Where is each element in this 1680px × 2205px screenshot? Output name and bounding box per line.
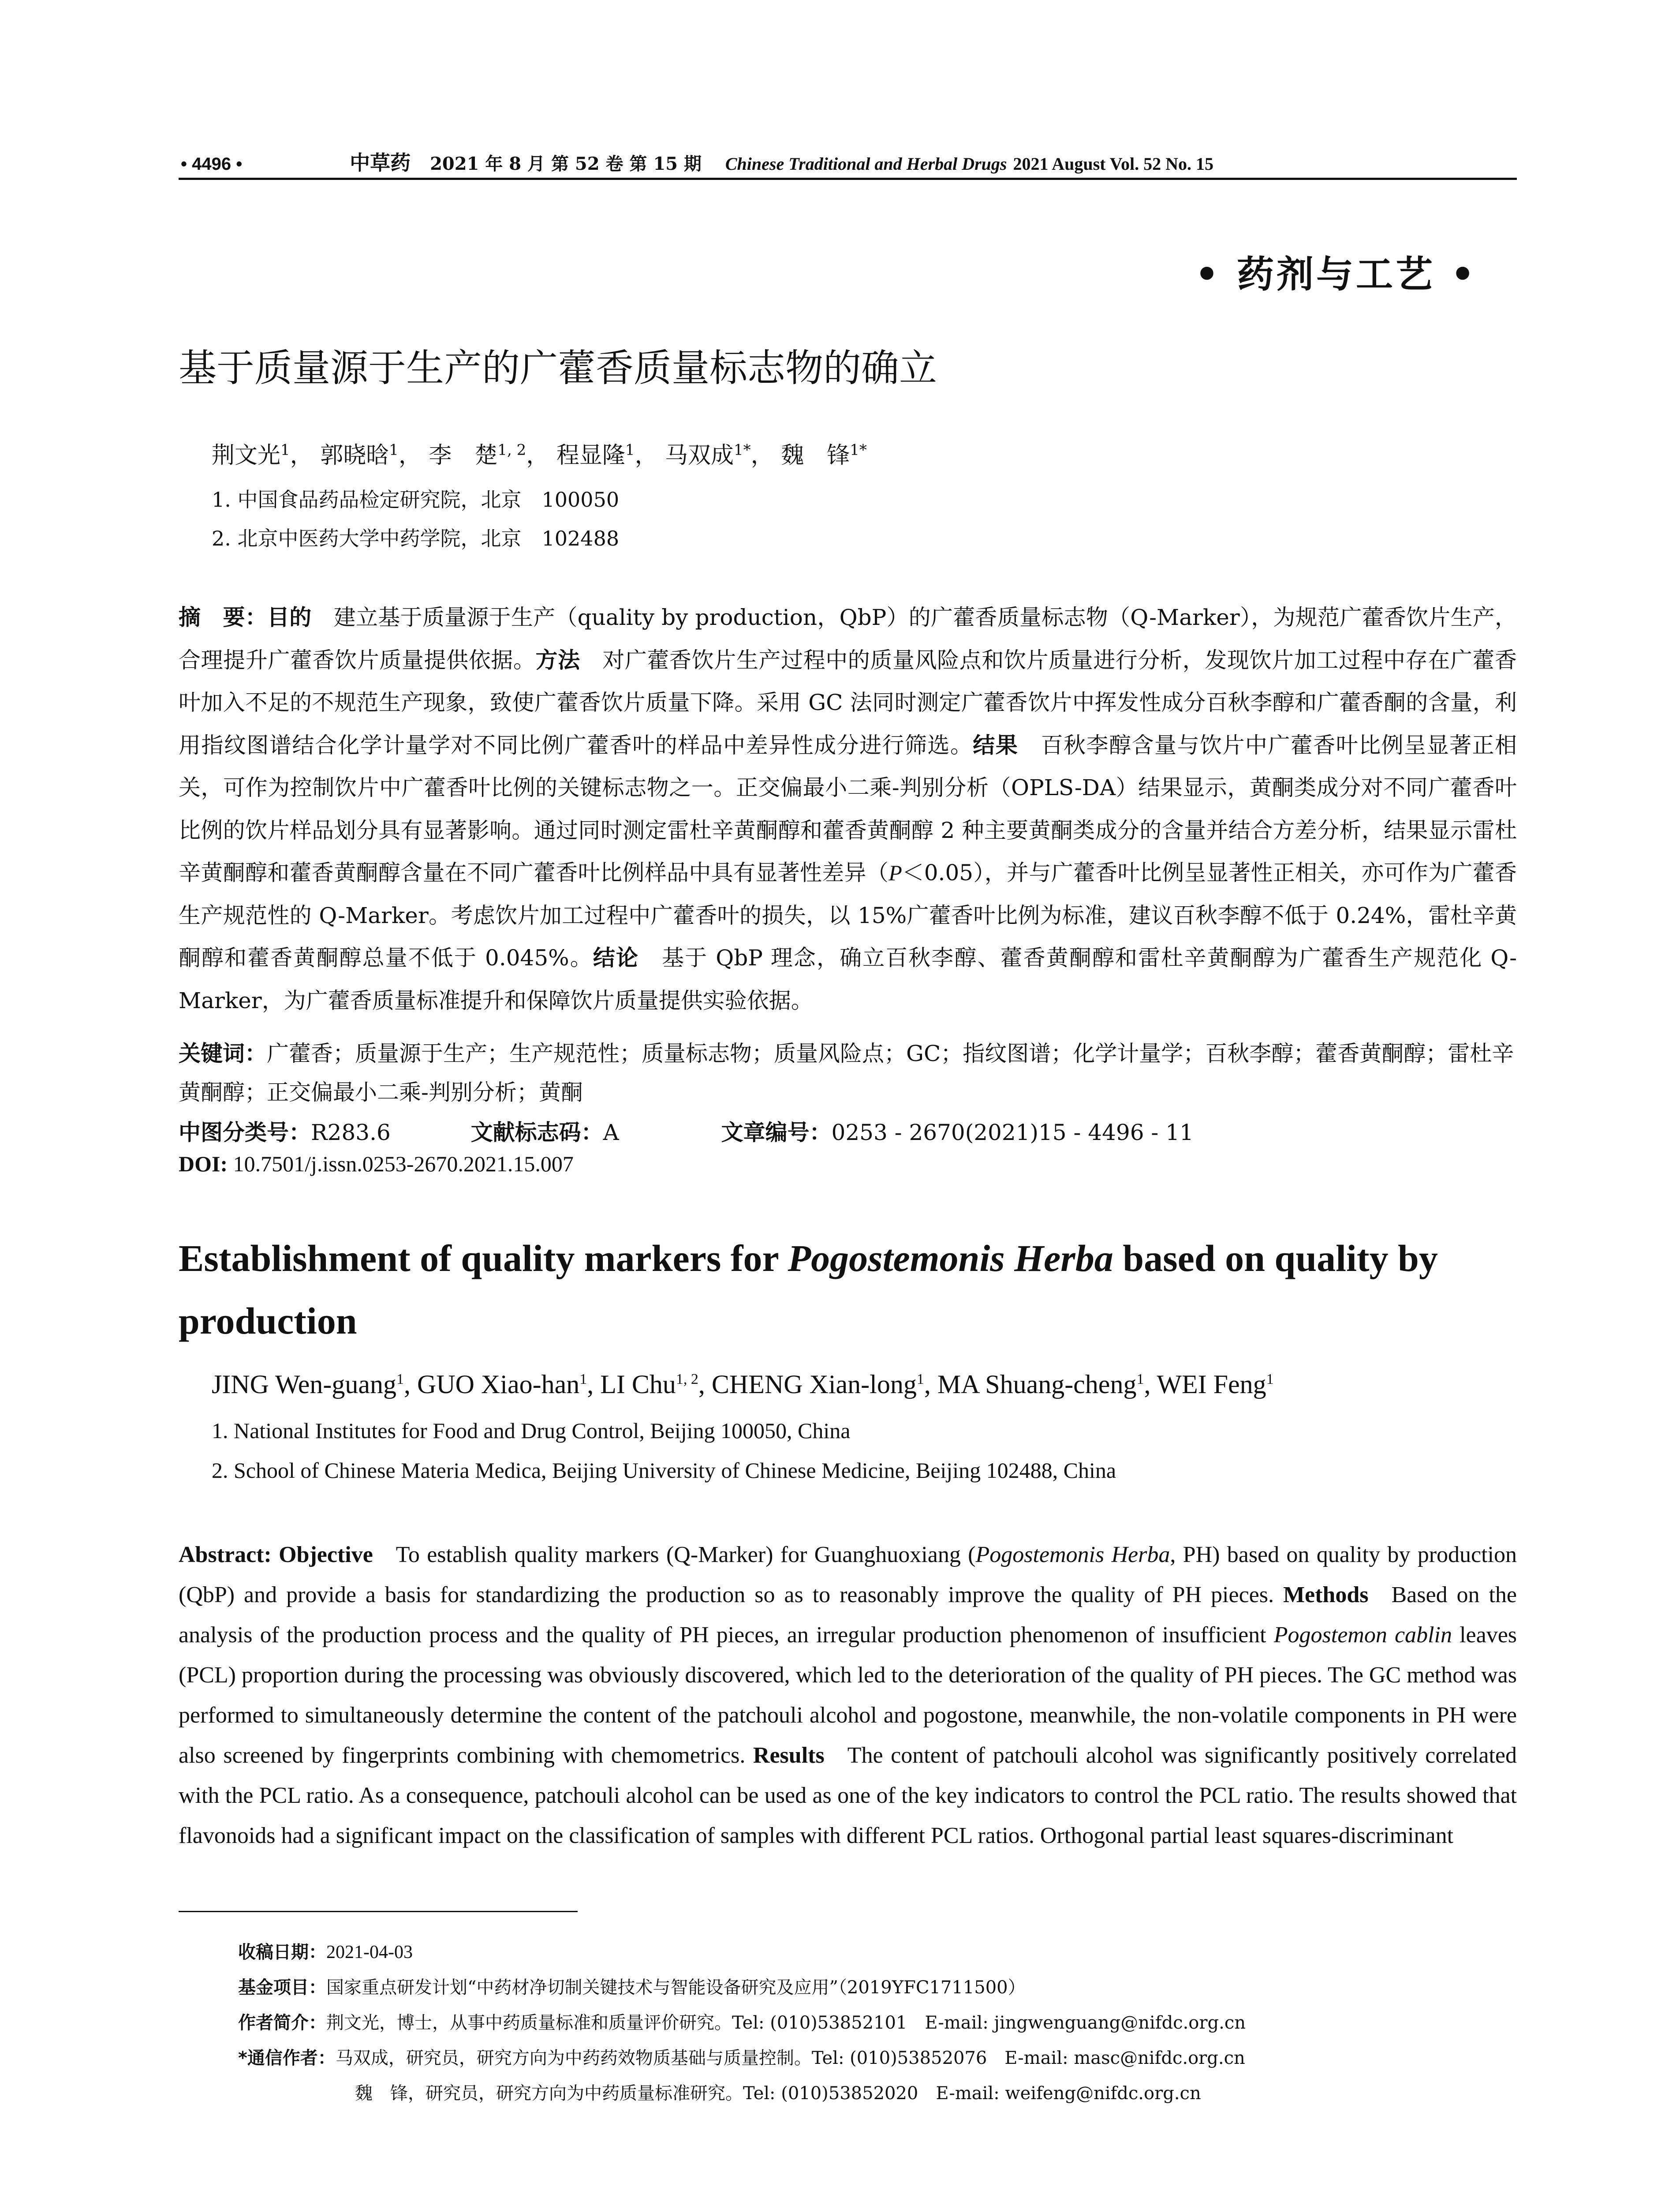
author-name: 马双成 [665, 442, 734, 469]
author-name: 荆文光 [212, 442, 281, 469]
author-name: LI Chu [600, 1370, 676, 1399]
journal-name-cn: 中草药 [350, 151, 411, 175]
methods-en-text-cont: leaves (PCL) proportion during the processing was obviously discovered, which led to the deterioration of the quality of PH pieces. The GC method was performed to simultaneously determine the content of the patchouli alcohol and pogostone, meanwhile, the non-volatile components in PH were also screened by fingerprints combining with chemometrics. [179, 1622, 1517, 1768]
author-name: 郭晓晗 [320, 442, 389, 469]
page-number: • 4496 • [181, 154, 243, 174]
keywords-cn [179, 1034, 1517, 1112]
author-affiliation-mark: 1 [389, 441, 399, 459]
latin-name: Pogostemonis Herba [975, 1542, 1170, 1567]
author-affiliation-mark: 1 [280, 441, 290, 459]
keywords-label: 关键词： [179, 1041, 267, 1066]
affiliation-en-1: 1. National Institutes for Food and Drug Control, Beijing 100050, China [212, 1418, 851, 1443]
latin-name: Pogostemon cablin [1273, 1622, 1452, 1648]
objective-label: 目的 [267, 605, 312, 630]
methods-label: 方法 [535, 647, 580, 673]
author-affiliation-mark: 1, 2 [497, 441, 526, 459]
article-number-value: 0253 - 2670(2021)15 - 4496 - 11 [831, 1120, 1194, 1145]
results-en-text: The content of patchouli alcohol was significantly positively correlated with the PCL ratio. As a consequence, patchouli alcohol can be used as one of the key indicators to control the PCL ratio. The results showed that flavonoids had a significant impact on the classification of samples with different PCL ratios. Orthogonal partial least squares-discriminant [179, 1743, 1517, 1848]
methods-en-label: Methods [1283, 1582, 1369, 1607]
results-en-label: Results [753, 1743, 825, 1768]
doi-line [179, 1151, 574, 1177]
abstract-label: 摘 要： [179, 605, 268, 630]
author-name: 李 楚 [429, 442, 498, 469]
author-affiliation-mark: 1 [916, 1371, 924, 1387]
affiliation-en-2: 2. School of Chinese Materia Medica, Beijing University of Chinese Medicine, Beijing 102488, China [212, 1458, 1116, 1483]
p-value-symbol: P [889, 860, 902, 885]
footnote-fund [238, 1973, 1026, 1999]
abstract-cn [179, 596, 1517, 1022]
author-affiliation-mark: 1* [734, 441, 751, 459]
abstract-en [179, 1535, 1517, 1856]
title-en-part: based on quality by production [179, 1237, 1438, 1342]
author-affiliation-mark: 1 [625, 441, 635, 459]
conclusion-label: 结论 [593, 945, 639, 971]
author-name: CHENG Xian-long [711, 1370, 917, 1399]
doc-code-label: 文献标志码： [470, 1120, 603, 1145]
author-affiliation-mark: 1 [396, 1371, 404, 1387]
methods-text: 对广藿香饮片生产过程中的质量风险点和饮片质量进行分析，发现饮片加工过程中存在广藿香叶加入不足的不规范生产现象，致使广藿香饮片质量下降。采用 GC 法同时测定广藿香饮片中挥发性成分百秋李醇和广藿香酮的含量，利用指纹图谱结合化学计量学对不同比例广藿香叶的样品中差异性成分进行筛选。 [179, 647, 1517, 758]
footnote-bio [238, 2009, 1246, 2034]
bio-label: 作者简介： [238, 2013, 326, 2033]
author-name: GUO Xiao-han [417, 1370, 580, 1399]
author-affiliation-mark: 1 [579, 1371, 587, 1387]
keywords-text: 广藿香；质量源于生产；生产规范性；质量标志物；质量风险点；GC；指纹图谱；化学计量学；百秋李醇；藿香黄酮醇；雷杜辛黄酮醇；正交偏最小二乘-判别分析；黄酮 [179, 1041, 1514, 1105]
author-affiliation-mark: 1 [1136, 1371, 1144, 1387]
footnote-rule [179, 1911, 578, 1912]
methods-en-text: Based on the analysis of the production process and the quality of PH pieces, an irregular production phenomenon of insufficient [179, 1582, 1517, 1648]
doc-code-value: A [603, 1120, 619, 1145]
author-affiliation-mark: 1 [1266, 1371, 1274, 1387]
title-en-italic: Pogostemonis Herba [788, 1237, 1113, 1279]
header-rule [179, 178, 1517, 180]
author-list-cn: 荆文光$^1$， 郭晓晗$^1$， 李 楚$^{1, 2}$， 程显隆$^1$， 马双成$^{1*}$， 魏 锋$^{1*}$ [212, 441, 867, 469]
affiliation-cn-2: 2. 北京中医药大学中药学院，北京 102488 [212, 527, 620, 550]
author-name: 程显隆 [556, 442, 625, 469]
results-label: 结果 [973, 732, 1019, 758]
running-header [181, 147, 1504, 176]
clc-label: 中图分类号： [179, 1120, 311, 1145]
received-label: 收稿日期： [238, 1942, 326, 1962]
fund-label: 基金项目： [238, 1977, 326, 1998]
author-name: MA Shuang-cheng [937, 1370, 1137, 1399]
fund-text: 国家重点研发计划“中药材净切制关键技术与智能设备研究及应用”（2019YFC1711500） [326, 1977, 1026, 1998]
article-title-en [179, 1227, 1517, 1352]
footnote-corresponding [238, 2044, 1245, 2069]
article-title-cn: 基于质量源于生产的广藿香质量标志物的确立 [179, 346, 937, 390]
objective-en-text: To establish quality markers (Q-Marker) for Guanghuoxiang ( [396, 1542, 976, 1567]
author-name: 魏 锋 [781, 442, 850, 469]
section-label: • 药剂与工艺 • [1195, 252, 1477, 296]
author-list-en: JING Wen-guang$^1$, GUO Xiao-han$^1$, LI Chu$^{1, 2}$, CHENG Xian-long$^1$, MA Shuang-cheng$^1$, WEI Feng$^1$ [212, 1370, 1274, 1399]
bio-text: 荆文光，博士，从事中药质量标准和质量评价研究。Tel: (010)53852101 E-mail: jingwenguang@nifdc.org.cn [326, 2013, 1246, 2033]
author-affiliation-mark: 1, 2 [676, 1371, 698, 1387]
journal-name-en: Chinese Traditional and Herbal Drugs [725, 154, 1007, 174]
issue-en: 2021 August Vol. 52 No. 15 [1013, 154, 1213, 174]
classification-line [179, 1115, 1517, 1147]
conclusion-text: 基于 QbP 理念，确立百秋李醇、藿香黄酮醇和雷杜辛黄酮醇为广藿香生产规范化 Q-Marker，为广藿香质量标准提升和保障饮片质量提供实验依据。 [179, 945, 1517, 1013]
author-name: WEI Feng [1157, 1370, 1266, 1399]
corresponding-label: *通信作者： [238, 2048, 336, 2068]
corresponding-text: 马双成，研究员，研究方向为中药药效物质基础与质量控制。Tel: (010)53852076 E-mail: masc@nifdc.org.cn [335, 2048, 1245, 2068]
footnote-received [238, 1938, 413, 1963]
objective-en-text-cont: , PH) based on quality by production (QbP) and provide a basis for standardizing the production so as to reasonably improve the quality of PH pieces. [179, 1542, 1517, 1607]
received-date: 2021-04-03 [326, 1942, 413, 1962]
results-text-cont: ＜0.05），并与广藿香叶比例呈显著性正相关，亦可作为广藿香生产规范性的 Q-Marker。考虑饮片加工过程中广藿香叶的损失，以 15%广藿香叶比例为标准，建议百秋李醇不低于 0.24%，雷杜辛黄酮醇和藿香黄酮醇总量不低于 0.045%。 [179, 860, 1517, 971]
results-text: 百秋李醇含量与饮片中广藿香叶比例呈显著正相关，可作为控制饮片中广藿香叶比例的关键标志物之一。正交偏最小二乘-判别分析（OPLS-DA）结果显示，黄酮类成分对不同广藿香叶比例的饮片样品划分具有显著影响。通过同时测定雷杜辛黄酮醇和藿香黄酮醇 2 种主要黄酮类成分的含量并结合方差分析，结果显示雷杜辛黄酮醇和藿香黄酮醇含量在不同广藿香叶比例样品中具有显著性差异（ [179, 732, 1517, 886]
author-name: JING Wen-guang [212, 1370, 396, 1399]
author-affiliation-mark: 1* [850, 441, 867, 459]
abstract-en-label: Abstract: Objective [179, 1542, 373, 1567]
title-en-part: Establishment of quality markers for [179, 1237, 788, 1279]
issue-cn: 2021 年 8 月 第 52 卷 第 15 期 [430, 153, 702, 174]
clc-value: R283.6 [311, 1120, 391, 1145]
article-number-label: 文章编号： [721, 1120, 832, 1145]
affiliation-cn-1: 1. 中国食品药品检定研究院，北京 100050 [212, 488, 620, 512]
doi-label: DOI: [179, 1151, 228, 1176]
doi-value: 10.7501/j.issn.0253-2670.2021.15.007 [233, 1151, 574, 1176]
objective-text: 建立基于质量源于生产（quality by production，QbP）的广藿香质量标志物（Q-Marker），为规范广藿香饮片生产，合理提升广藿香饮片质量提供依据。 [179, 605, 1517, 673]
footnote-corresponding-2: 魏 锋，研究员，研究方向为中药质量标准研究。Tel: (010)53852020 E-mail: weifeng@nifdc.org.cn [355, 2083, 1201, 2104]
